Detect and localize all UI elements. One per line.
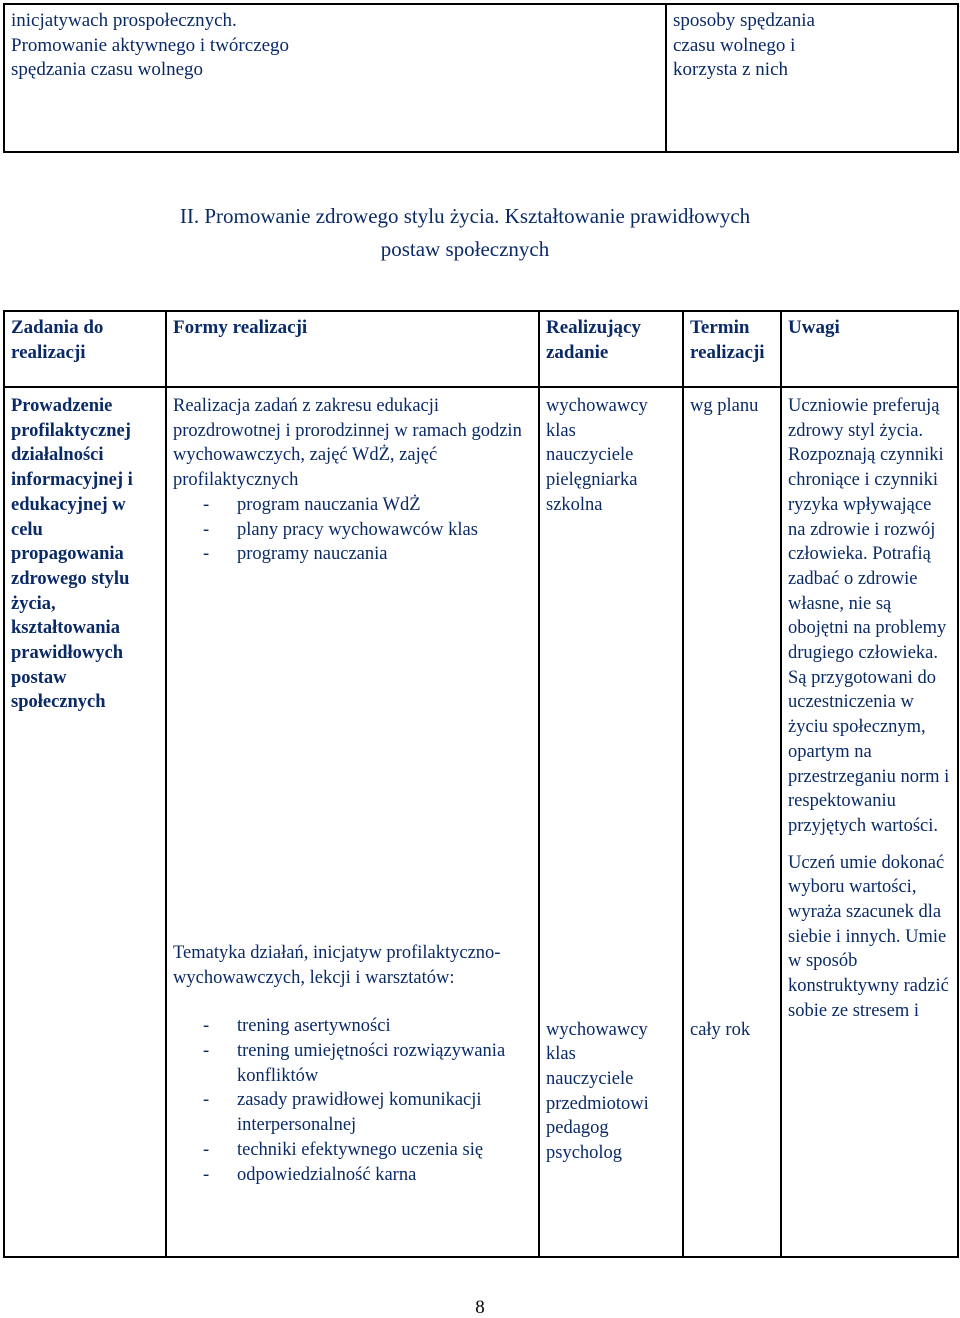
forms-intro-1: Realizacja zadań z zakresu edukacji prozdrowotnej i prorodzinnej w ramach godzin wychowawczych, zajęć WdŻ, zajęć profilaktycznych (173, 396, 522, 491)
list-item: - trening asertywności (203, 1014, 532, 1039)
list-item: - programy nauczania (203, 542, 532, 567)
spacer (173, 990, 532, 1014)
spacer (546, 518, 676, 1018)
notes-2: Uczeń umie dokonać wyboru wartości, wyraża szacunek dla siebie i innych. Umie w sposób konstruktywny radzić sobie ze stresem i (788, 852, 949, 1021)
responsible-line: pedagog (546, 1118, 609, 1139)
section-title (60, 200, 870, 266)
cell-term (683, 387, 781, 1257)
program-table (3, 310, 959, 1258)
previous-section-table (3, 3, 959, 153)
spacer (690, 419, 774, 1018)
list-item: - trening umiejętności rozwiązywania konfliktów (203, 1039, 532, 1088)
list-item: - program nauczania WdŻ (203, 493, 532, 518)
previous-cell-forms (4, 4, 666, 152)
list-item: - techniki efektywnego uczenia się (203, 1138, 532, 1163)
cell-forms (166, 387, 539, 1257)
header-forms: Formy realizacji (166, 311, 539, 387)
responsible-line: pielęgniarka (546, 470, 638, 491)
table-row (4, 4, 958, 152)
cell-notes (781, 387, 958, 1257)
responsible-line: szkolna (546, 494, 603, 515)
text-line: spędzania czasu wolnego (11, 59, 204, 80)
text-line: sposoby spędzania (673, 10, 815, 31)
section-title-line: postaw społecznych (380, 237, 550, 261)
header-term: Termin realizacji (683, 311, 781, 387)
header-tasks: Zadania do realizacji (4, 311, 166, 387)
section-title-line: II. Promowanie zdrowego stylu życia. Kształtowanie prawidłowych (179, 204, 751, 228)
responsible-line: klas (546, 420, 576, 441)
responsible-line: przedmiotowi (546, 1093, 649, 1114)
previous-cell-notes (666, 4, 958, 152)
list-item: - plany pracy wychowawców klas (203, 518, 532, 543)
term-1: wg planu (690, 396, 759, 416)
task-text: Prowadzenie profilaktycznej działalności informacyjnej i edukacyjnej w celu propagowania zdrowego stylu życia, kształtowania prawidłowych postaw społecznych (11, 396, 133, 713)
responsible-line: klas (546, 1044, 576, 1065)
table-header-row (4, 311, 958, 387)
table-row (4, 387, 958, 1257)
responsible-line: wychowawcy (546, 396, 648, 416)
page-number: 8 (475, 1297, 485, 1318)
spacer (173, 567, 532, 941)
responsible-line: nauczyciele (546, 1068, 634, 1089)
cell-task (4, 387, 166, 1257)
forms-list-2 (173, 1014, 532, 1187)
text-line: inicjatywach prospołecznych. (11, 10, 237, 31)
responsible-line: wychowawcy (546, 1019, 648, 1040)
text-line: czasu wolnego i (673, 34, 796, 56)
forms-list-1 (173, 493, 532, 567)
cell-responsible (539, 387, 683, 1257)
forms-intro-2: Tematyka działań, inicjatyw profilaktyczno-wychowawczych, lekcji i warsztatów: (173, 942, 501, 988)
text-line: Promowanie aktywnego i twórczego (11, 34, 290, 56)
responsible-line: nauczyciele (546, 445, 634, 466)
responsible-line: psycholog (546, 1143, 623, 1164)
list-item: - zasady prawidłowej komunikacji interpersonalnej (203, 1088, 532, 1137)
header-notes: Uwagi (781, 311, 958, 387)
spacer (788, 839, 951, 851)
notes-1: Uczniowie preferują zdrowy styl życia. Rozpoznają czynniki chroniące i czynniki ryzyka wpływające na zdrowie i rozwój człowieka. Potrafią zadbać o zdrowie własne, nie są obojętni na problemy drugiego człowieka. Są przygotowani do uczestniczenia w życiu społecznym, opartym na przestrzeganiu norm i respektowaniu przyjętych wartości. (788, 396, 950, 836)
header-responsible: Realizujący zadanie (539, 311, 683, 387)
text-line: korzysta z nich (673, 59, 789, 80)
list-item: - odpowiedzialność karna (203, 1163, 532, 1188)
term-2: cały rok (690, 1019, 751, 1040)
